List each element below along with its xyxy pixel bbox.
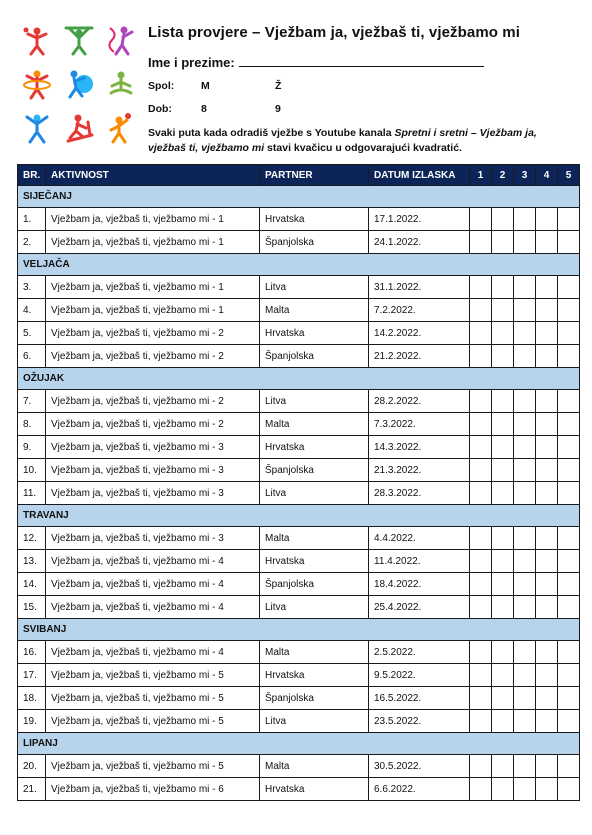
name-label: Ime i prezime: <box>148 55 235 70</box>
checkbox-4[interactable] <box>536 390 558 413</box>
checkbox-3[interactable] <box>514 778 536 801</box>
checkbox-1[interactable] <box>470 550 492 573</box>
checkbox-5[interactable] <box>558 459 580 482</box>
table-row <box>18 778 580 801</box>
checkbox-1[interactable] <box>470 778 492 801</box>
month-label: TRAVANJ <box>18 505 580 527</box>
month-row <box>18 254 580 276</box>
checkbox-2[interactable] <box>492 276 514 299</box>
table-row <box>18 687 580 710</box>
row-partner: Hrvatska <box>260 778 369 801</box>
checkbox-1[interactable] <box>470 322 492 345</box>
row-partner: Hrvatska <box>260 436 369 459</box>
checkbox-3[interactable] <box>514 276 536 299</box>
row-date: 9.5.2022. <box>369 664 470 687</box>
checkbox-3[interactable] <box>514 482 536 505</box>
row-number: 8. <box>18 413 46 436</box>
row-number: 20. <box>18 755 46 778</box>
row-partner: Hrvatska <box>260 664 369 687</box>
month-label: SIJEČANJ <box>18 186 580 208</box>
row-date: 6.6.2022. <box>369 778 470 801</box>
checkbox-5[interactable] <box>558 390 580 413</box>
checkbox-3[interactable] <box>514 322 536 345</box>
row-partner: Malta <box>260 527 369 550</box>
checkbox-4[interactable] <box>536 755 558 778</box>
header-datum: DATUM IZLASKA <box>369 165 470 186</box>
checkbox-5[interactable] <box>558 482 580 505</box>
ball-runner-icon <box>64 68 94 100</box>
checkbox-4[interactable] <box>536 573 558 596</box>
checkbox-4[interactable] <box>536 664 558 687</box>
checkbox-4[interactable] <box>536 710 558 733</box>
checkbox-2[interactable] <box>492 459 514 482</box>
row-number: 6. <box>18 345 46 368</box>
checkbox-1[interactable] <box>470 413 492 436</box>
table-row <box>18 755 580 778</box>
row-partner: Malta <box>260 755 369 778</box>
juggling-icon <box>22 24 52 56</box>
row-date: 4.4.2022. <box>369 527 470 550</box>
checkbox-2[interactable] <box>492 596 514 619</box>
row-activity: Vježbam ja, vježbaš ti, vježbamo mi - 4 <box>46 550 260 573</box>
row-activity: Vježbam ja, vježbaš ti, vježbamo mi - 1 <box>46 208 260 231</box>
checkbox-3[interactable] <box>514 413 536 436</box>
checkbox-1[interactable] <box>470 755 492 778</box>
row-partner: Hrvatska <box>260 322 369 345</box>
checkbox-3[interactable] <box>514 345 536 368</box>
row-number: 11. <box>18 482 46 505</box>
row-activity: Vježbam ja, vježbaš ti, vježbamo mi - 2 <box>46 413 260 436</box>
checkbox-1[interactable] <box>470 208 492 231</box>
table-row <box>18 231 580 254</box>
age-8[interactable]: 8 <box>201 103 207 115</box>
checkbox-5[interactable] <box>558 231 580 254</box>
checkbox-4[interactable] <box>536 550 558 573</box>
header-check-1: 1 <box>470 165 492 186</box>
weightlifting-icon <box>64 24 94 56</box>
row-partner: Hrvatska <box>260 208 369 231</box>
checkbox-1[interactable] <box>470 641 492 664</box>
header-check-5: 5 <box>558 165 580 186</box>
sport-icons-grid <box>22 24 140 146</box>
table-row <box>18 459 580 482</box>
row-number: 1. <box>18 208 46 231</box>
row-partner: Malta <box>260 413 369 436</box>
checkbox-1[interactable] <box>470 231 492 254</box>
row-number: 19. <box>18 710 46 733</box>
checkbox-4[interactable] <box>536 413 558 436</box>
checkbox-1[interactable] <box>470 276 492 299</box>
row-activity: Vježbam ja, vježbaš ti, vježbamo mi - 4 <box>46 596 260 619</box>
row-partner: Španjolska <box>260 687 369 710</box>
row-activity: Vježbam ja, vježbaš ti, vježbamo mi - 3 <box>46 459 260 482</box>
row-partner: Litva <box>260 710 369 733</box>
checkbox-4[interactable] <box>536 641 558 664</box>
checkbox-4[interactable] <box>536 322 558 345</box>
row-date: 28.3.2022. <box>369 482 470 505</box>
treadmill-icon <box>64 112 94 144</box>
checkbox-3[interactable] <box>514 641 536 664</box>
checkbox-5[interactable] <box>558 641 580 664</box>
row-date: 21.3.2022. <box>369 459 470 482</box>
checkbox-1[interactable] <box>470 345 492 368</box>
checkbox-1[interactable] <box>470 664 492 687</box>
month-row <box>18 733 580 755</box>
checkbox-4[interactable] <box>536 527 558 550</box>
row-activity: Vježbam ja, vježbaš ti, vježbamo mi - 2 <box>46 322 260 345</box>
table-row <box>18 527 580 550</box>
checkbox-5[interactable] <box>558 527 580 550</box>
checkbox-3[interactable] <box>514 299 536 322</box>
header-aktivnost: AKTIVNOST <box>46 165 260 186</box>
gender-z[interactable]: Ž <box>275 80 282 92</box>
row-number: 16. <box>18 641 46 664</box>
row-activity: Vježbam ja, vježbaš ti, vježbamo mi - 3 <box>46 482 260 505</box>
row-date: 28.2.2022. <box>369 390 470 413</box>
checkbox-2[interactable] <box>492 299 514 322</box>
month-row <box>18 619 580 641</box>
checkbox-5[interactable] <box>558 755 580 778</box>
instructions <box>148 126 568 156</box>
row-partner: Malta <box>260 299 369 322</box>
row-number: 2. <box>18 231 46 254</box>
table-row <box>18 710 580 733</box>
checkbox-2[interactable] <box>492 345 514 368</box>
checkbox-2[interactable] <box>492 322 514 345</box>
row-activity: Vježbam ja, vježbaš ti, vježbamo mi - 6 <box>46 778 260 801</box>
checkbox-5[interactable] <box>558 276 580 299</box>
table-row <box>18 573 580 596</box>
instructions-part-2: stavi kvačicu u odgovarajući kvadratić. <box>264 142 462 154</box>
checkbox-1[interactable] <box>470 527 492 550</box>
checkbox-1[interactable] <box>470 436 492 459</box>
row-date: 30.5.2022. <box>369 755 470 778</box>
checkbox-1[interactable] <box>470 573 492 596</box>
row-activity: Vježbam ja, vježbaš ti, vježbamo mi - 3 <box>46 436 260 459</box>
row-date: 21.2.2022. <box>369 345 470 368</box>
checkbox-5[interactable] <box>558 710 580 733</box>
checkbox-5[interactable] <box>558 573 580 596</box>
table-row <box>18 664 580 687</box>
row-number: 18. <box>18 687 46 710</box>
row-activity: Vježbam ja, vježbaš ti, vježbamo mi - 1 <box>46 299 260 322</box>
checkbox-2[interactable] <box>492 687 514 710</box>
row-partner: Malta <box>260 641 369 664</box>
row-date: 25.4.2022. <box>369 596 470 619</box>
page-title: Lista provjere – Vježbam ja, vježbaš ti, vježbamo mi <box>148 24 521 41</box>
checkbox-3[interactable] <box>514 573 536 596</box>
month-label: LIPANJ <box>18 733 580 755</box>
row-partner: Litva <box>260 390 369 413</box>
instructions-channel: Spretni i sretni – Vježbam ja, vježbaš ti, vježbamo mi <box>148 127 537 154</box>
checkbox-1[interactable] <box>470 482 492 505</box>
table-header-row <box>18 165 580 186</box>
row-date: 14.3.2022. <box>369 436 470 459</box>
checkbox-1[interactable] <box>470 710 492 733</box>
row-activity: Vježbam ja, vježbaš ti, vježbamo mi - 2 <box>46 390 260 413</box>
row-activity: Vježbam ja, vježbaš ti, vježbamo mi - 2 <box>46 345 260 368</box>
checkbox-3[interactable] <box>514 664 536 687</box>
table-row <box>18 345 580 368</box>
row-partner: Španjolska <box>260 345 369 368</box>
checkbox-5[interactable] <box>558 322 580 345</box>
table-body <box>18 186 580 801</box>
row-date: 31.1.2022. <box>369 276 470 299</box>
checkbox-2[interactable] <box>492 778 514 801</box>
checkbox-3[interactable] <box>514 596 536 619</box>
checkbox-2[interactable] <box>492 413 514 436</box>
instructions-part-1: Svaki puta kada odradiš vježbe s Youtube kanala <box>148 127 395 139</box>
gender-label: Spol: <box>148 80 175 92</box>
row-activity: Vježbam ja, vježbaš ti, vježbamo mi - 5 <box>46 664 260 687</box>
age-label: Dob: <box>148 103 172 115</box>
checkbox-4[interactable] <box>536 231 558 254</box>
row-number: 12. <box>18 527 46 550</box>
header-check-4: 4 <box>536 165 558 186</box>
row-date: 16.5.2022. <box>369 687 470 710</box>
checkbox-2[interactable] <box>492 641 514 664</box>
row-date: 23.5.2022. <box>369 710 470 733</box>
row-number: 4. <box>18 299 46 322</box>
checkbox-5[interactable] <box>558 664 580 687</box>
month-label: OŽUJAK <box>18 368 580 390</box>
row-number: 15. <box>18 596 46 619</box>
age-9[interactable]: 9 <box>275 103 281 115</box>
checkbox-4[interactable] <box>536 687 558 710</box>
row-number: 7. <box>18 390 46 413</box>
month-row <box>18 186 580 208</box>
name-field[interactable] <box>148 54 484 70</box>
checkbox-3[interactable] <box>514 710 536 733</box>
checkbox-3[interactable] <box>514 459 536 482</box>
header-partner: PARTNER <box>260 165 369 186</box>
checkbox-5[interactable] <box>558 778 580 801</box>
checkbox-4[interactable] <box>536 482 558 505</box>
table-row <box>18 276 580 299</box>
checkbox-2[interactable] <box>492 390 514 413</box>
checkbox-4[interactable] <box>536 778 558 801</box>
checkbox-4[interactable] <box>536 299 558 322</box>
row-number: 14. <box>18 573 46 596</box>
checkbox-1[interactable] <box>470 299 492 322</box>
row-activity: Vježbam ja, vježbaš ti, vježbamo mi - 1 <box>46 231 260 254</box>
table-row <box>18 436 580 459</box>
checkbox-3[interactable] <box>514 390 536 413</box>
checkbox-4[interactable] <box>536 276 558 299</box>
row-number: 17. <box>18 664 46 687</box>
month-row <box>18 505 580 527</box>
checkbox-5[interactable] <box>558 413 580 436</box>
checkbox-3[interactable] <box>514 687 536 710</box>
checkbox-4[interactable] <box>536 345 558 368</box>
table-row <box>18 322 580 345</box>
checkbox-1[interactable] <box>470 390 492 413</box>
checkbox-2[interactable] <box>492 208 514 231</box>
table-row <box>18 641 580 664</box>
checkbox-2[interactable] <box>492 482 514 505</box>
header-check-2: 2 <box>492 165 514 186</box>
row-partner: Španjolska <box>260 573 369 596</box>
checkbox-3[interactable] <box>514 755 536 778</box>
row-activity: Vježbam ja, vježbaš ti, vježbamo mi - 5 <box>46 687 260 710</box>
checkbox-5[interactable] <box>558 208 580 231</box>
ribbon-gymnast-icon <box>106 24 136 56</box>
meditation-icon <box>106 68 136 100</box>
table-row <box>18 413 580 436</box>
row-date: 18.4.2022. <box>369 573 470 596</box>
row-partner: Litva <box>260 276 369 299</box>
checkbox-3[interactable] <box>514 208 536 231</box>
row-partner: Litva <box>260 482 369 505</box>
table-row <box>18 482 580 505</box>
row-activity: Vježbam ja, vježbaš ti, vježbamo mi - 5 <box>46 755 260 778</box>
row-activity: Vježbam ja, vježbaš ti, vježbamo mi - 4 <box>46 573 260 596</box>
checkbox-3[interactable] <box>514 436 536 459</box>
checkbox-4[interactable] <box>536 596 558 619</box>
row-date: 11.4.2022. <box>369 550 470 573</box>
row-number: 9. <box>18 436 46 459</box>
checklist-table <box>17 164 580 801</box>
hula-hoop-icon <box>22 68 52 100</box>
row-date: 14.2.2022. <box>369 322 470 345</box>
row-partner: Litva <box>260 596 369 619</box>
checkbox-5[interactable] <box>558 299 580 322</box>
month-label: SVIBANJ <box>18 619 580 641</box>
checkbox-4[interactable] <box>536 459 558 482</box>
gender-m[interactable]: M <box>201 80 210 92</box>
checkbox-1[interactable] <box>470 459 492 482</box>
name-line[interactable] <box>239 54 484 67</box>
table-row <box>18 299 580 322</box>
checkbox-2[interactable] <box>492 550 514 573</box>
checkbox-5[interactable] <box>558 596 580 619</box>
month-row <box>18 368 580 390</box>
checkbox-3[interactable] <box>514 231 536 254</box>
row-number: 13. <box>18 550 46 573</box>
row-partner: Španjolska <box>260 231 369 254</box>
checkbox-5[interactable] <box>558 687 580 710</box>
row-partner: Hrvatska <box>260 550 369 573</box>
checkbox-5[interactable] <box>558 550 580 573</box>
row-activity: Vježbam ja, vježbaš ti, vježbamo mi - 3 <box>46 527 260 550</box>
checkbox-2[interactable] <box>492 436 514 459</box>
row-number: 21. <box>18 778 46 801</box>
checkbox-1[interactable] <box>470 596 492 619</box>
header-check-3: 3 <box>514 165 536 186</box>
row-number: 3. <box>18 276 46 299</box>
ball-thrower-icon <box>106 112 136 144</box>
row-date: 17.1.2022. <box>369 208 470 231</box>
row-number: 5. <box>18 322 46 345</box>
row-date: 7.3.2022. <box>369 413 470 436</box>
checkbox-2[interactable] <box>492 231 514 254</box>
row-number: 10. <box>18 459 46 482</box>
checkbox-2[interactable] <box>492 710 514 733</box>
table-row <box>18 596 580 619</box>
row-partner: Španjolska <box>260 459 369 482</box>
table-row <box>18 208 580 231</box>
row-date: 7.2.2022. <box>369 299 470 322</box>
checkbox-4[interactable] <box>536 208 558 231</box>
checkbox-3[interactable] <box>514 527 536 550</box>
checkbox-2[interactable] <box>492 664 514 687</box>
checkbox-5[interactable] <box>558 345 580 368</box>
checkbox-2[interactable] <box>492 755 514 778</box>
checkbox-2[interactable] <box>492 527 514 550</box>
jumping-icon <box>22 112 52 144</box>
month-label: VELJAČA <box>18 254 580 276</box>
row-activity: Vježbam ja, vježbaš ti, vježbamo mi - 5 <box>46 710 260 733</box>
checkbox-3[interactable] <box>514 550 536 573</box>
checkbox-2[interactable] <box>492 573 514 596</box>
header-br: BR. <box>18 165 46 186</box>
row-activity: Vježbam ja, vježbaš ti, vježbamo mi - 1 <box>46 276 260 299</box>
checkbox-1[interactable] <box>470 687 492 710</box>
checkbox-5[interactable] <box>558 436 580 459</box>
row-activity: Vježbam ja, vježbaš ti, vježbamo mi - 4 <box>46 641 260 664</box>
checkbox-4[interactable] <box>536 436 558 459</box>
row-date: 24.1.2022. <box>369 231 470 254</box>
table-row <box>18 390 580 413</box>
row-date: 2.5.2022. <box>369 641 470 664</box>
table-row <box>18 550 580 573</box>
